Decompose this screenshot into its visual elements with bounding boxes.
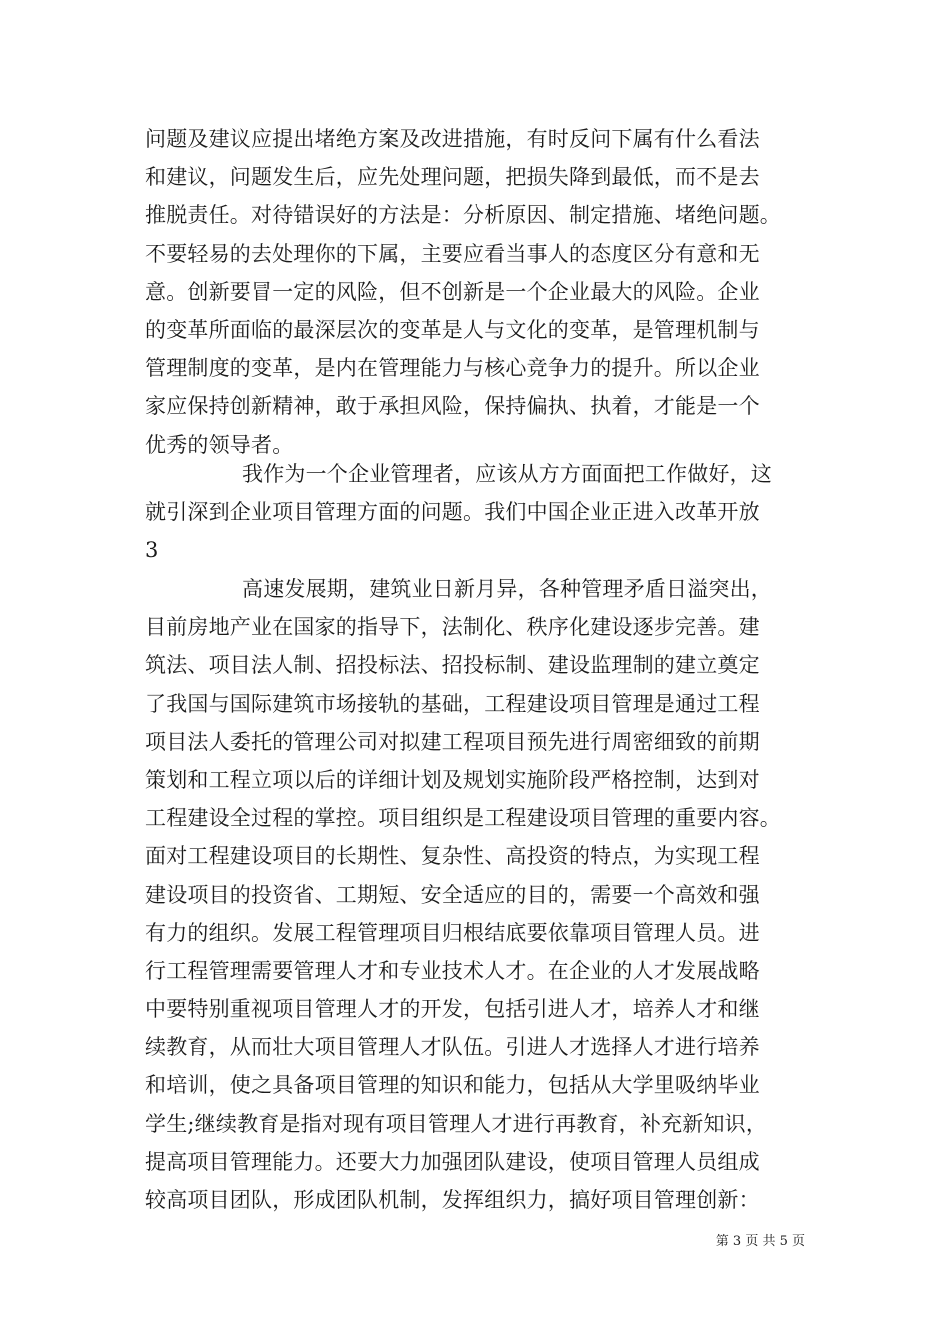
text-line: 面对工程建设项目的长期性、复杂性、高投资的特点，为实现工程 <box>145 844 760 869</box>
paragraph-leadership <box>145 120 810 464</box>
text-line: 中要特别重视项目管理人才的开发，包括引进人才，培养人才和继 <box>145 997 760 1022</box>
paragraph-project-management-intro <box>145 455 810 570</box>
text-line: 的变革所面临的最深层次的变革是人与文化的变革，是管理机制与 <box>145 317 760 342</box>
text-line: 问题及建议应提出堵绝方案及改进措施，有时反问下属有什么看法 <box>145 127 760 151</box>
page-footer <box>716 1234 805 1250</box>
text-line: 意。创新要冒一定的风险，但不创新是一个企业最大的风险。企业 <box>145 279 760 304</box>
text-line: 较高项目团队，形成团队机制，发挥组织力，搞好项目管理创新： <box>145 1188 760 1212</box>
text-line: 项目法人委托的管理公司对拟建工程项目预先进行周密细致的前期 <box>145 729 760 754</box>
text-line: 不要轻易的去处理你的下属，主要应看当事人的态度区分有意和无 <box>145 241 760 266</box>
text-line: 和培训，使之具备项目管理的知识和能力，包括从大学里吸纳毕业 <box>145 1073 760 1098</box>
text-line: 建设项目的投资省、工期短、安全适应的目的，需要一个高效和强 <box>145 882 760 907</box>
text-line: 了我国与国际建筑市场接轨的基础，工程建设项目管理是通过工程 <box>145 691 760 716</box>
text-line: 行工程管理需要管理人才和专业技术人才。在企业的人才发展战略 <box>145 958 760 983</box>
page-number-label: 第 3 页 共 5 页 <box>715 1234 805 1249</box>
text-line: 学生;继续教育是指对现有项目管理人才进行再教育，补充新知识， <box>145 1111 768 1136</box>
paragraph-project-management-body <box>145 570 810 1219</box>
text-line: 家应保持创新精神，敢于承担风险，保持偏执、执着，才能是一个 <box>145 394 760 419</box>
text-line: 就引深到企业项目管理方面的问题。我们中国企业正进入改革开放 <box>145 500 760 525</box>
text-line: 策划和工程立项以后的详细计划及规划实施阶段严格控制，达到对 <box>145 767 760 792</box>
text-line: 管理制度的变革，是内在管理能力与核心竞争力的提升。所以企业 <box>145 356 760 381</box>
text-line: 筑法、项目法人制、招投标法、招投标制、建设监理制的建立奠定 <box>145 653 760 678</box>
text-line: 高速发展期，建筑业日新月异，各种管理矛盾日溢突出， <box>242 577 772 601</box>
text-line: 推脱责任。对待错误好的方法是：分析原因、制定措施、堵绝问题。 <box>145 203 781 228</box>
text-line: 优秀的领导者。 <box>145 432 294 457</box>
text-line: 我作为一个企业管理者，应该从方方面面把工作做好，这 <box>242 462 772 486</box>
text-line: 工程建设全过程的掌控。项目组织是工程建设项目管理的重要内容。 <box>145 806 781 831</box>
text-line: 和建议，问题发生后，应先处理问题，把损失降到最低，而不是去 <box>145 165 760 190</box>
text-line: 目前房地产业在国家的指导下，法制化、秩序化建设逐步完善。建 <box>145 615 760 640</box>
text-line: 有力的组织。发展工程管理项目归根结底要依靠项目管理人员。进 <box>145 920 760 945</box>
page-break-number: 3 <box>145 538 159 563</box>
text-line: 提高项目管理能力。还要大力加强团队建设，使项目管理人员组成 <box>145 1149 760 1174</box>
text-line: 续教育，从而壮大项目管理人才队伍。引进人才选择人才进行培养 <box>145 1035 760 1060</box>
